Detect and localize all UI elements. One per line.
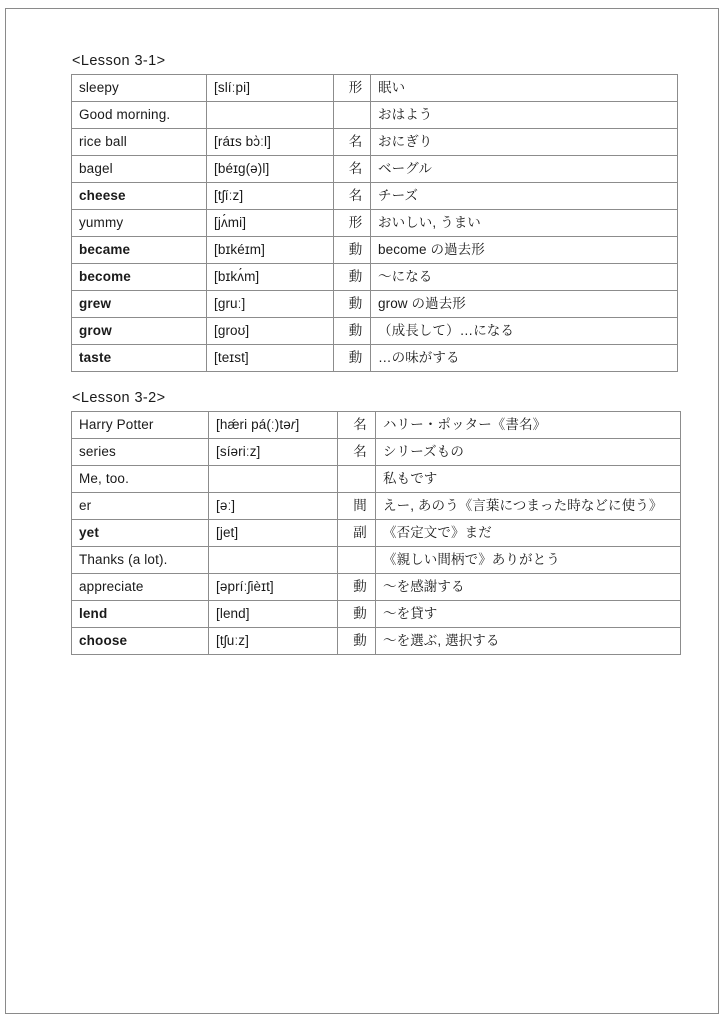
vocab-part-of-speech-cell: 動	[334, 291, 371, 318]
table-row	[72, 628, 681, 655]
vocab-part-of-speech-cell: 動	[338, 628, 376, 655]
vocab-meaning-cell: grow の過去形	[371, 291, 678, 318]
vocab-meaning-cell: 《否定文で》まだ	[376, 520, 681, 547]
vocab-phonetic-cell: [jet]	[209, 520, 338, 547]
table-row	[72, 237, 678, 264]
phonetic-linking-r: r	[290, 416, 296, 432]
vocab-meaning-cell: シリーズもの	[376, 439, 681, 466]
vocab-phonetic-cell: [síəriːz]	[209, 439, 338, 466]
vocab-word-cell: Good morning.	[72, 102, 207, 129]
vocab-meaning-cell: えー, あのう《言葉につまった時などに使う》	[376, 493, 681, 520]
vocab-phonetic-cell: [teɪst]	[207, 345, 334, 372]
document-page	[5, 8, 719, 1014]
vocabulary-table-lesson-3-1	[71, 74, 678, 372]
vocab-word-cell: Harry Potter	[72, 412, 209, 439]
vocab-word-cell: grow	[72, 318, 207, 345]
table-row	[72, 345, 678, 372]
table-row	[72, 601, 681, 628]
vocab-phonetic-cell	[207, 102, 334, 129]
vocab-phonetic-cell: [əː]	[209, 493, 338, 520]
table-row	[72, 439, 681, 466]
vocab-phonetic-cell: [ráɪs bɔ̀ːl]	[207, 129, 334, 156]
table-row	[72, 129, 678, 156]
vocab-meaning-cell: 〜を感謝する	[376, 574, 681, 601]
vocab-part-of-speech-cell: 動	[334, 264, 371, 291]
vocab-phonetic-cell: [slíːpi]	[207, 75, 334, 102]
vocab-meaning-cell: 〜を貸す	[376, 601, 681, 628]
vocab-part-of-speech-cell: 動	[334, 237, 371, 264]
vocab-part-of-speech-cell: 名	[338, 412, 376, 439]
vocab-part-of-speech-cell: 間	[338, 493, 376, 520]
vocab-meaning-cell: おいしい, うまい	[371, 210, 678, 237]
vocab-word-cell: bagel	[72, 156, 207, 183]
section-title-lesson-3-1: <Lesson 3-1>	[72, 53, 166, 69]
table-row	[72, 102, 678, 129]
vocab-phonetic-cell	[209, 466, 338, 493]
vocab-meaning-cell: （成長して）…になる	[371, 318, 678, 345]
vocab-meaning-cell: 《親しい間柄で》ありがとう	[376, 547, 681, 574]
vocab-word-cell: Thanks (a lot).	[72, 547, 209, 574]
vocab-word-cell: rice ball	[72, 129, 207, 156]
table-row	[72, 75, 678, 102]
vocab-phonetic-cell: [jʌ́mi]	[207, 210, 334, 237]
vocab-meaning-cell: ハリー・ポッター《書名》	[376, 412, 681, 439]
lesson-section-3-2	[71, 390, 681, 655]
vocab-word-cell: choose	[72, 628, 209, 655]
vocab-phonetic-cell	[209, 547, 338, 574]
vocab-part-of-speech-cell	[334, 102, 371, 129]
vocab-meaning-cell: become の過去形	[371, 237, 678, 264]
vocab-word-cell: appreciate	[72, 574, 209, 601]
vocabulary-table-lesson-3-2	[71, 411, 681, 655]
lesson-section-3-1	[71, 53, 678, 372]
vocab-meaning-cell: 眠い	[371, 75, 678, 102]
table-row	[72, 574, 681, 601]
vocab-phonetic-cell: [əpríːʃièɪt]	[209, 574, 338, 601]
vocab-part-of-speech-cell: 名	[334, 129, 371, 156]
vocab-part-of-speech-cell: 動	[338, 574, 376, 601]
vocab-phonetic-cell: [groʊ]	[207, 318, 334, 345]
table-row	[72, 156, 678, 183]
vocab-word-cell: sleepy	[72, 75, 207, 102]
vocab-part-of-speech-cell	[338, 547, 376, 574]
vocab-meaning-cell: ベーグル	[371, 156, 678, 183]
vocab-meaning-cell: チーズ	[371, 183, 678, 210]
vocab-meaning-cell: 私もです	[376, 466, 681, 493]
vocab-word-cell: yummy	[72, 210, 207, 237]
vocab-part-of-speech-cell: 動	[334, 318, 371, 345]
vocab-word-cell: became	[72, 237, 207, 264]
vocab-word-cell: Me, too.	[72, 466, 209, 493]
vocab-part-of-speech-cell: 副	[338, 520, 376, 547]
vocab-word-cell: cheese	[72, 183, 207, 210]
table-row	[72, 520, 681, 547]
vocab-phonetic-cell: [lend]	[209, 601, 338, 628]
vocab-part-of-speech-cell: 名	[334, 183, 371, 210]
table-row	[72, 547, 681, 574]
vocab-part-of-speech-cell: 形	[334, 210, 371, 237]
vocab-word-cell: series	[72, 439, 209, 466]
vocab-word-cell: lend	[72, 601, 209, 628]
vocab-part-of-speech-cell: 動	[338, 601, 376, 628]
table-row	[72, 210, 678, 237]
vocab-word-cell: taste	[72, 345, 207, 372]
table-row	[72, 183, 678, 210]
vocab-word-cell: yet	[72, 520, 209, 547]
vocab-word-cell: er	[72, 493, 209, 520]
vocab-part-of-speech-cell: 形	[334, 75, 371, 102]
vocab-part-of-speech-cell: 名	[334, 156, 371, 183]
table-row	[72, 493, 681, 520]
vocab-phonetic-cell: [tʃíːz]	[207, 183, 334, 210]
vocab-meaning-cell: 〜になる	[371, 264, 678, 291]
vocab-phonetic-cell: [bɪkéɪm]	[207, 237, 334, 264]
vocab-meaning-cell: 〜を選ぶ, 選択する	[376, 628, 681, 655]
vocab-meaning-cell: おはよう	[371, 102, 678, 129]
vocab-phonetic-cell: [bɪkʌ́m]	[207, 264, 334, 291]
vocab-phonetic-cell: [gruː]	[207, 291, 334, 318]
table-row	[72, 412, 681, 439]
vocab-word-cell: become	[72, 264, 207, 291]
vocab-part-of-speech-cell	[338, 466, 376, 493]
vocab-part-of-speech-cell: 動	[334, 345, 371, 372]
vocab-phonetic-cell: [béɪg(ə)l]	[207, 156, 334, 183]
vocab-phonetic-cell: [hǽri pá(ː)tər]	[209, 412, 338, 439]
vocab-phonetic-cell: [tʃuːz]	[209, 628, 338, 655]
vocab-meaning-cell: おにぎり	[371, 129, 678, 156]
table-row	[72, 264, 678, 291]
table-row	[72, 318, 678, 345]
table-row	[72, 291, 678, 318]
vocab-part-of-speech-cell: 名	[338, 439, 376, 466]
table-row	[72, 466, 681, 493]
vocab-word-cell: grew	[72, 291, 207, 318]
section-title-lesson-3-2: <Lesson 3-2>	[72, 390, 166, 406]
vocab-meaning-cell: …の味がする	[371, 345, 678, 372]
